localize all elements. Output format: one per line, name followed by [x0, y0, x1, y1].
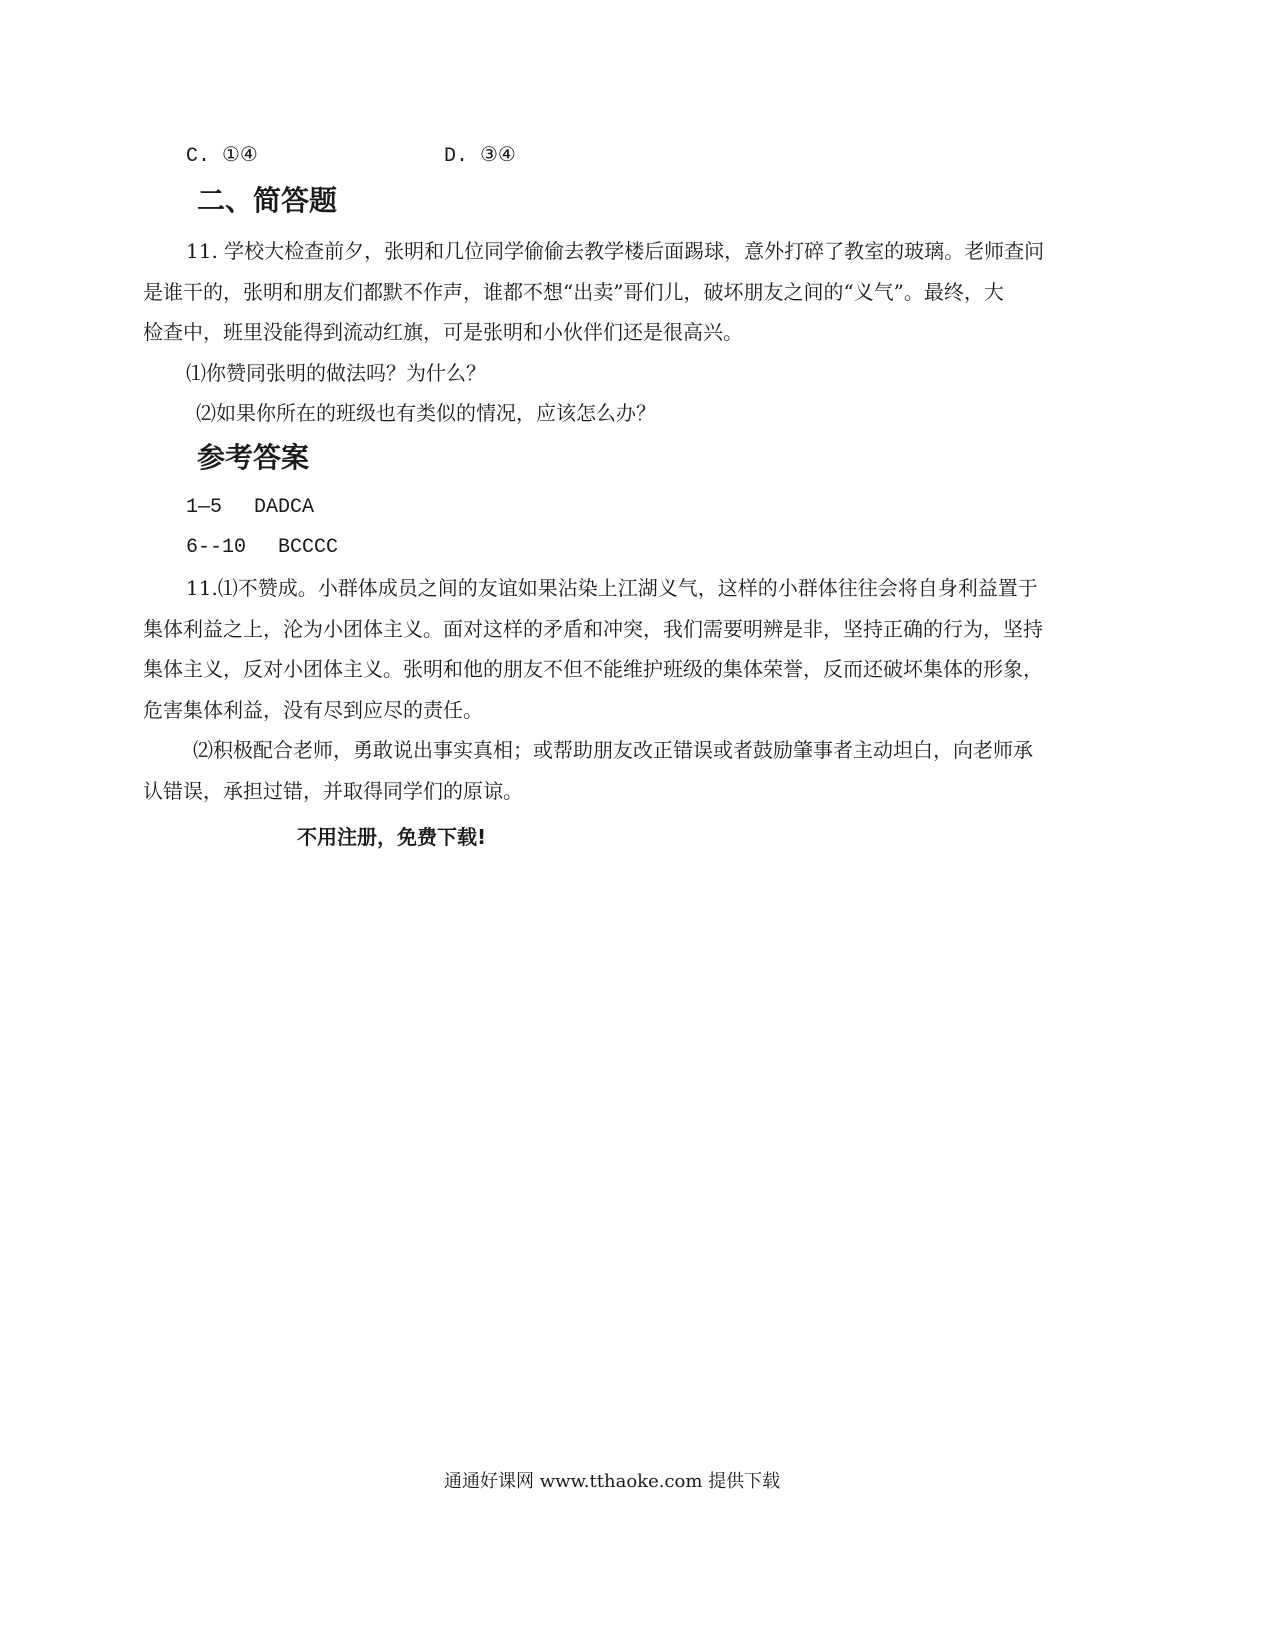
option-c: C. ①④	[186, 145, 258, 168]
q11-sub-question-2: ⑵如果你所在的班级也有类似的情况，应该怎么办？	[196, 401, 656, 425]
answer-row-1-5: 1—5 DADCA	[186, 496, 315, 519]
footer-credit: 通通好课网 www.tthaoke.com 提供下载	[444, 1471, 781, 1492]
q11-line-1: 11. 学校大检查前夕，张明和几位同学偷偷去教学楼后面踢球，意外打碎了教室的玻璃。老师查问	[186, 239, 1045, 263]
answer11-line-2: 集体利益之上，沦为小团体主义。面对这样的矛盾和冲突，我们需要明辨是非，坚持正确的行为，坚持	[143, 617, 1043, 641]
q11-line-3: 检查中，班里没能得到流动红旗，可是张明和小伙伴们还是很高兴。	[143, 320, 743, 344]
answer11-line-4: 危害集体利益，没有尽到应尽的责任。	[143, 698, 483, 722]
answer11-line-3: 集体主义，反对小团体主义。张明和他的朋友不但不能维护班级的集体荣誉，反而还破坏集体的形象，	[143, 657, 1043, 681]
answer-row-6-10: 6--10 BCCCC	[186, 536, 339, 559]
answer11-part2-line-1: ⑵积极配合老师，勇敢说出事实真相；或帮助朋友改正错误或者鼓励肇事者主动坦白，向老师承	[193, 738, 1033, 762]
q11-sub-question-1: ⑴你赞同张明的做法吗？为什么？	[186, 361, 486, 385]
answer11-part2-line-2: 认错误，承担过错，并取得同学们的原谅。	[143, 779, 523, 803]
section-heading-short-answer: 二、简答题	[197, 184, 338, 217]
section-heading-answers: 参考答案	[197, 441, 310, 474]
q11-line-2: 是谁干的，张明和朋友们都默不作声，谁都不想“出卖”哥们儿，破坏朋友之间的“义气”。最终，大	[143, 280, 1004, 304]
answer11-line-1: 11.⑴不赞成。小群体成员之间的友谊如果沾染上江湖义气，这样的小群体往往会将自身利益置于	[186, 576, 1038, 600]
option-d: D. ③④	[444, 145, 516, 168]
promo-note: 不用注册，免费下载!	[297, 825, 487, 849]
